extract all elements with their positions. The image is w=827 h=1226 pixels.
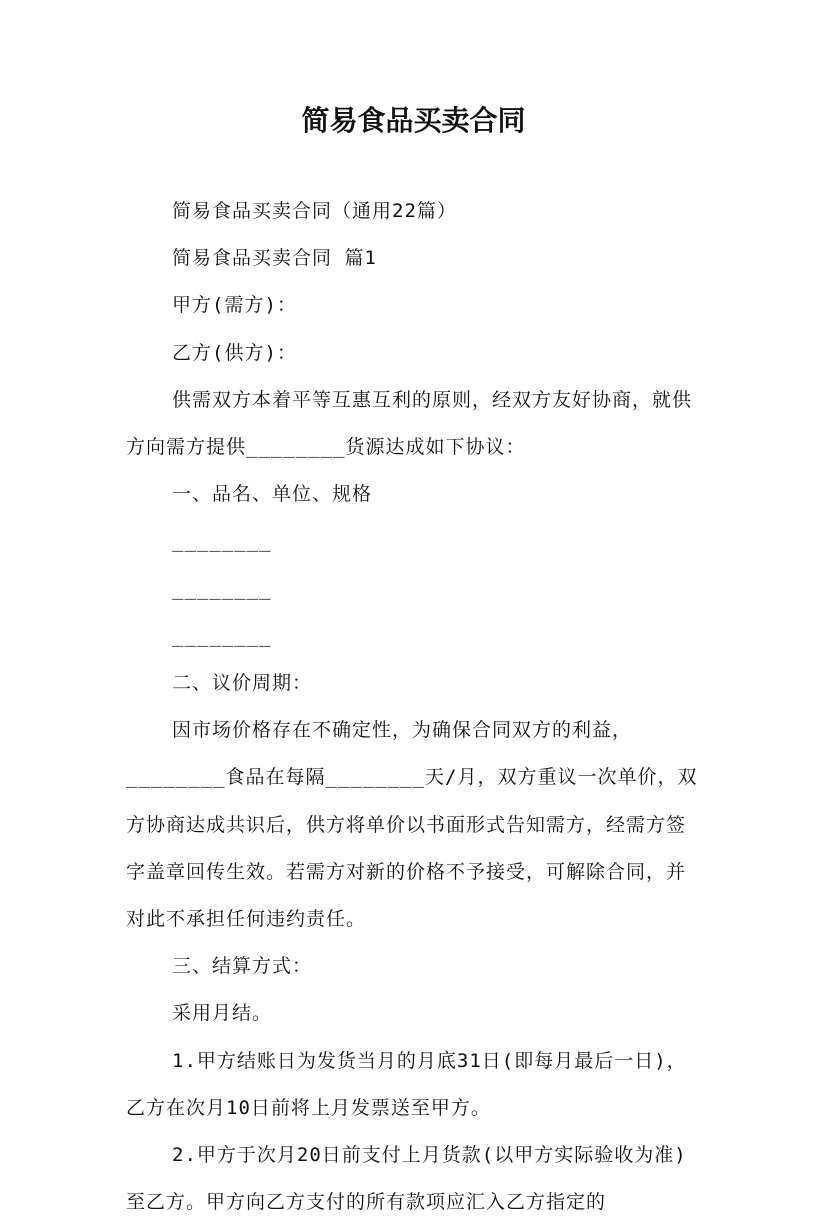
clause-heading-3: 三、结算方式： [172, 955, 313, 978]
document-title: 简易食品买卖合同 [301, 104, 526, 137]
pricing-paragraph: ________食品在每隔________天/月，双方重议一次单价，双方协商达成共识后，供方将单价以书面形式告知需方，经需方签字盖章回传生效。若需方对新的价格不予接受，可解除合同，并对此不承担任何违约责任。 [126, 766, 698, 931]
blank-line-2: ________ [172, 577, 272, 600]
settlement-item-1: 1.甲方结账日为发货当月的月底31日(即每月最后一日)，乙方在次月10日前将上月发票送至甲方。 [126, 1049, 687, 1119]
section-heading: 简易食品买卖合同 篇1 [172, 247, 377, 270]
clause-heading-1: 一、品名、单位、规格 [172, 483, 373, 506]
blank-line-1: ________ [172, 530, 272, 553]
subtitle-line: 简易食品买卖合同（通用22篇） [172, 200, 457, 222]
settlement-item-2: 2.甲方于次月20日前支付上月货款(以甲方实际验收为准)至乙方。甲方向乙方支付的所有款项应汇入乙方指定的 [126, 1144, 687, 1214]
party-a-line: 甲方(需方)： [172, 294, 297, 317]
pricing-paragraph-start: 因市场价格存在不确定性，为确保合同双方的利益， [172, 719, 633, 742]
clause-heading-2: 二、议价周期： [172, 672, 313, 695]
party-b-line: 乙方(供方)： [172, 341, 297, 364]
settlement-line: 采用月结。 [172, 1002, 273, 1025]
blank-line-3: ________ [172, 624, 272, 647]
intro-paragraph: 供需双方本着平等互惠互利的原则，经双方友好协商，就供方向需方提供________货源达成如下协议： [126, 388, 693, 459]
document-body [126, 188, 702, 1226]
